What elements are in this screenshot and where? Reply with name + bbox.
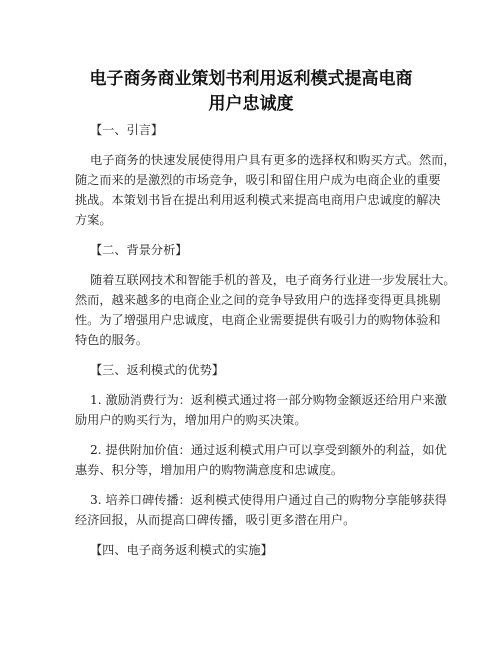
paragraph-line: 性。为了增强用户忠诚度，电商企业需要提供有吸引力的购物体验和	[75, 313, 441, 327]
list-item-line: 惠券、积分等，增加用户的购物满意度和忠诚度。	[75, 463, 344, 477]
paragraph-line: 挑战。本策划书旨在提出利用返利模式来提高电商用户忠诚度的解决	[75, 193, 441, 207]
document-title-line-1: 电子商务商业策划书利用返利模式提高电商	[89, 69, 413, 89]
paragraph-line: 随着互联网技术和智能手机的普及，电子商务行业进一步发展壮大。	[90, 273, 456, 287]
list-item-line: 3. 培养口碑传播：返利模式使得用户通过自己的购物分享能够获得	[90, 493, 447, 507]
paragraph-line: 随之而来的是激烈的市场竞争，吸引和留住用户成为电商企业的重要	[75, 173, 441, 187]
paragraph-line: 方案。	[75, 213, 112, 227]
section-heading-advantages: 【三、返利模式的优势】	[90, 363, 225, 377]
section-heading-introduction: 【一、引言】	[90, 123, 164, 137]
paragraph-line: 电子商务的快速发展使得用户具有更多的选择权和购买方式。然而，	[90, 153, 456, 167]
list-item-line: 1. 激励消费行为：返利模式通过将一部分购物金额返还给用户来激	[90, 393, 447, 407]
paragraph-line: 然而，越来越多的电商企业之间的竞争导致用户的选择变得更具挑剔	[75, 293, 441, 307]
paragraph-line: 特色的服务。	[75, 333, 149, 347]
document-title-line-2: 用户忠诚度	[208, 94, 294, 114]
list-item-line: 2. 提供附加价值：通过返利模式用户可以享受到额外的利益，如优	[90, 443, 447, 457]
section-heading-background: 【二、背景分析】	[90, 243, 188, 257]
list-item-line: 励用户的购买行为，增加用户的购买决策。	[75, 413, 307, 427]
list-item-line: 经济回报，从而提高口碑传播，吸引更多潜在用户。	[75, 513, 356, 527]
section-heading-implementation: 【四、电子商务返利模式的实施】	[90, 543, 273, 557]
